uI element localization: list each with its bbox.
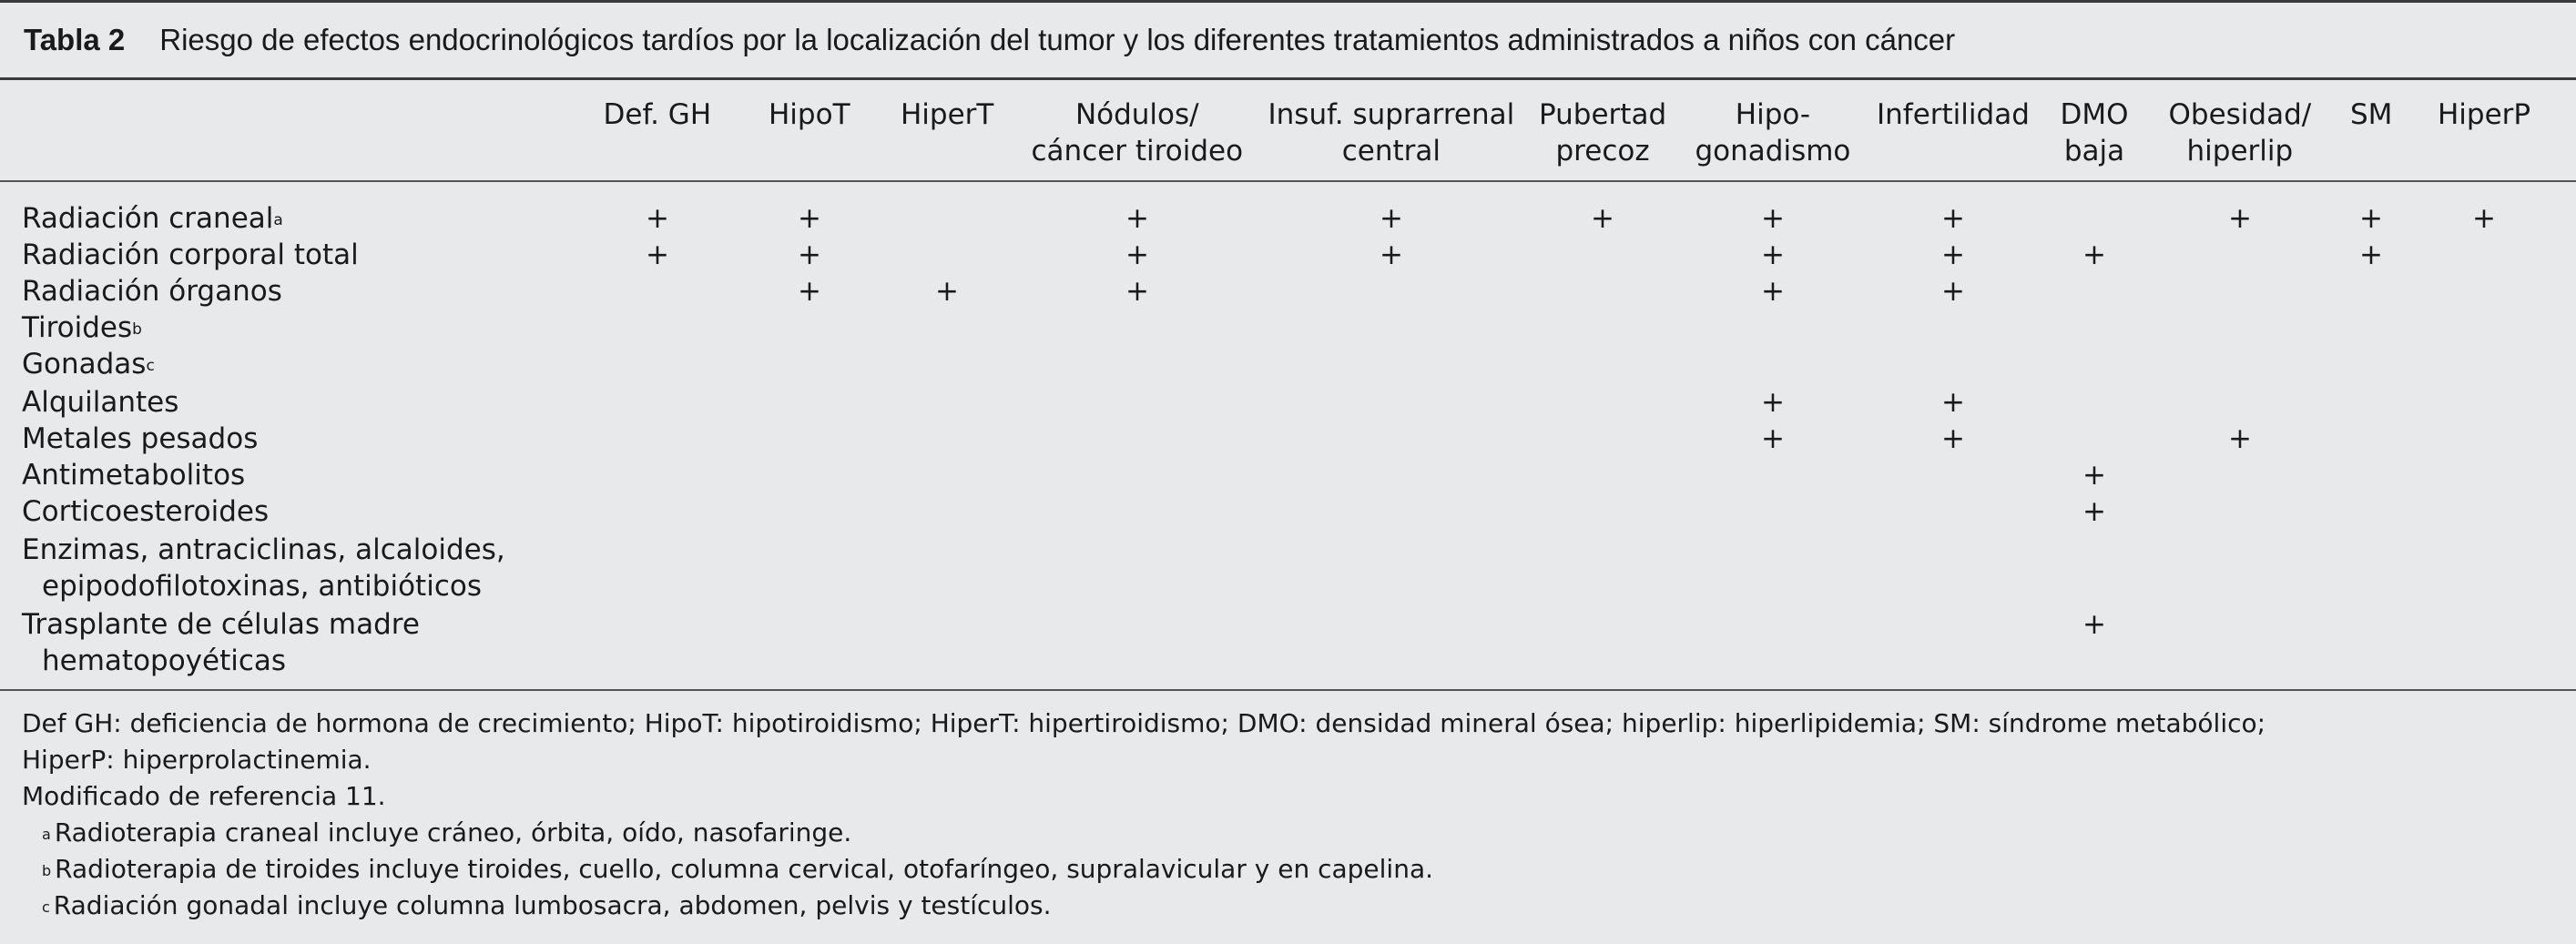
row-label bbox=[22, 532, 505, 604]
risk-mark: + bbox=[1761, 239, 1785, 271]
column-header: Nódulos/ cáncer tiroideo bbox=[1031, 98, 1244, 167]
row-label bbox=[22, 606, 420, 679]
table-number: Tabla 2 bbox=[24, 23, 126, 56]
row-label bbox=[22, 273, 282, 310]
risk-mark: + bbox=[1591, 202, 1614, 235]
footnote-a bbox=[22, 815, 2554, 851]
risk-mark: + bbox=[2359, 202, 2383, 235]
risk-mark: + bbox=[2359, 239, 2383, 271]
column-header: HipoT bbox=[769, 98, 850, 131]
footnote-text: Radioterapia craneal incluye cráneo, órbita, oído, nasofaringe. bbox=[54, 817, 852, 848]
risk-mark: + bbox=[2082, 459, 2106, 492]
risk-mark: + bbox=[798, 239, 821, 271]
row-label bbox=[22, 493, 269, 530]
footnote-text: Radioterapia de tiroides incluye tiroides, cuello, columna cervical, otofaríngeo, supralavicular y en capelina. bbox=[55, 854, 1434, 884]
row-label-line: epipodofilotoxinas, antibióticos bbox=[42, 570, 482, 603]
footnote-marker: b bbox=[132, 320, 142, 339]
footnote-b bbox=[22, 851, 2554, 888]
row-label-line: Enzimas, antraciclinas, alcaloides, bbox=[22, 533, 505, 566]
table-title bbox=[0, 0, 2576, 80]
column-header: DMO baja bbox=[2060, 98, 2129, 167]
column-header: SM bbox=[2350, 98, 2393, 131]
row-label-line: Radiación corporal total bbox=[22, 239, 359, 271]
risk-mark: + bbox=[1125, 275, 1149, 308]
risk-mark: + bbox=[1761, 275, 1785, 308]
column-header: HiperP bbox=[2438, 98, 2531, 131]
risk-mark: + bbox=[646, 202, 669, 235]
row-label-line: Radiación craneal bbox=[22, 202, 274, 235]
row-label-line: Gonadas bbox=[22, 348, 147, 381]
column-header: Infertilidad bbox=[1877, 98, 2030, 131]
risk-mark: + bbox=[2228, 422, 2252, 455]
row-label bbox=[22, 421, 258, 457]
risk-mark: + bbox=[1125, 239, 1149, 271]
risk-mark: + bbox=[1761, 422, 1785, 455]
risk-mark: + bbox=[1761, 202, 1785, 235]
risk-mark: + bbox=[935, 275, 959, 308]
risk-mark: + bbox=[2472, 202, 2496, 235]
abbreviations-line-1: Def GH: deficiencia de hormona de crecimiento; HipoT: hipotiroidismo; HiperT: hipertiroidismo; DMO: densidad mineral ósea; hiperlip: hiperlipidemia; SM: síndrome metabólico; bbox=[22, 708, 2266, 738]
risk-mark: + bbox=[1125, 202, 1149, 235]
row-label-line: Trasplante de células madre bbox=[22, 608, 420, 641]
risk-mark: + bbox=[2082, 239, 2106, 271]
row-label bbox=[22, 384, 178, 421]
row-label bbox=[22, 346, 155, 382]
table-caption: Riesgo de efectos endocrinológicos tardíos por la localización del tumor y los diferentes tratamientos administrados a niños con cáncer bbox=[159, 23, 1956, 56]
table-body bbox=[0, 182, 2576, 689]
column-header: HiperT bbox=[901, 98, 994, 131]
footnote-marker: a bbox=[273, 211, 283, 229]
column-header: Obesidad/ hiperlip bbox=[2168, 98, 2312, 167]
row-label-line: Tiroides bbox=[22, 311, 133, 344]
column-header: Insuf. suprarrenal central bbox=[1268, 98, 1515, 167]
risk-mark: + bbox=[2228, 202, 2252, 235]
footnote-marker: c bbox=[42, 898, 50, 916]
risk-mark: + bbox=[1941, 239, 1965, 271]
risk-mark: + bbox=[2082, 495, 2106, 528]
footnote-marker: c bbox=[146, 357, 155, 375]
column-header: Def. GH bbox=[603, 98, 712, 131]
row-label bbox=[22, 310, 142, 346]
row-label-line: Metales pesados bbox=[22, 422, 259, 455]
row-label bbox=[22, 200, 283, 237]
footnote-marker: b bbox=[42, 862, 52, 879]
row-label-line: Alquilantes bbox=[22, 386, 179, 419]
abbreviations-line-2: HiperP: hiperprolactinemia. bbox=[22, 745, 372, 775]
source-note: Modificado de referencia 11. bbox=[22, 781, 386, 811]
footnote-text: Radiación gonadal incluye columna lumbosacra, abdomen, pelvis y testículos. bbox=[53, 890, 1052, 920]
column-header-row bbox=[0, 80, 2576, 182]
risk-mark: + bbox=[1941, 422, 1965, 455]
table-footnotes bbox=[0, 689, 2576, 944]
row-label-line: Radiación órganos bbox=[22, 275, 282, 308]
risk-mark: + bbox=[1941, 386, 1965, 419]
risk-mark: + bbox=[1941, 275, 1965, 308]
risk-mark: + bbox=[1380, 239, 1403, 271]
footnote-marker: a bbox=[42, 826, 51, 843]
risk-mark: + bbox=[646, 239, 669, 271]
row-label-line: Antimetabolitos bbox=[22, 459, 246, 492]
risk-mark: + bbox=[798, 202, 821, 235]
row-label-line: Corticoesteroides bbox=[22, 495, 270, 528]
row-label bbox=[22, 457, 245, 493]
risk-mark: + bbox=[1761, 386, 1785, 419]
footnote-c bbox=[22, 888, 2554, 924]
risk-mark: + bbox=[2082, 608, 2106, 641]
row-label-line: hematopoyéticas bbox=[42, 645, 287, 677]
risk-mark: + bbox=[1380, 202, 1403, 235]
risk-mark: + bbox=[798, 275, 821, 308]
risk-mark: + bbox=[1941, 202, 1965, 235]
row-label bbox=[22, 237, 359, 273]
column-header: Hipo- gonadismo bbox=[1695, 98, 1851, 167]
column-header: Pubertad precoz bbox=[1539, 98, 1667, 167]
